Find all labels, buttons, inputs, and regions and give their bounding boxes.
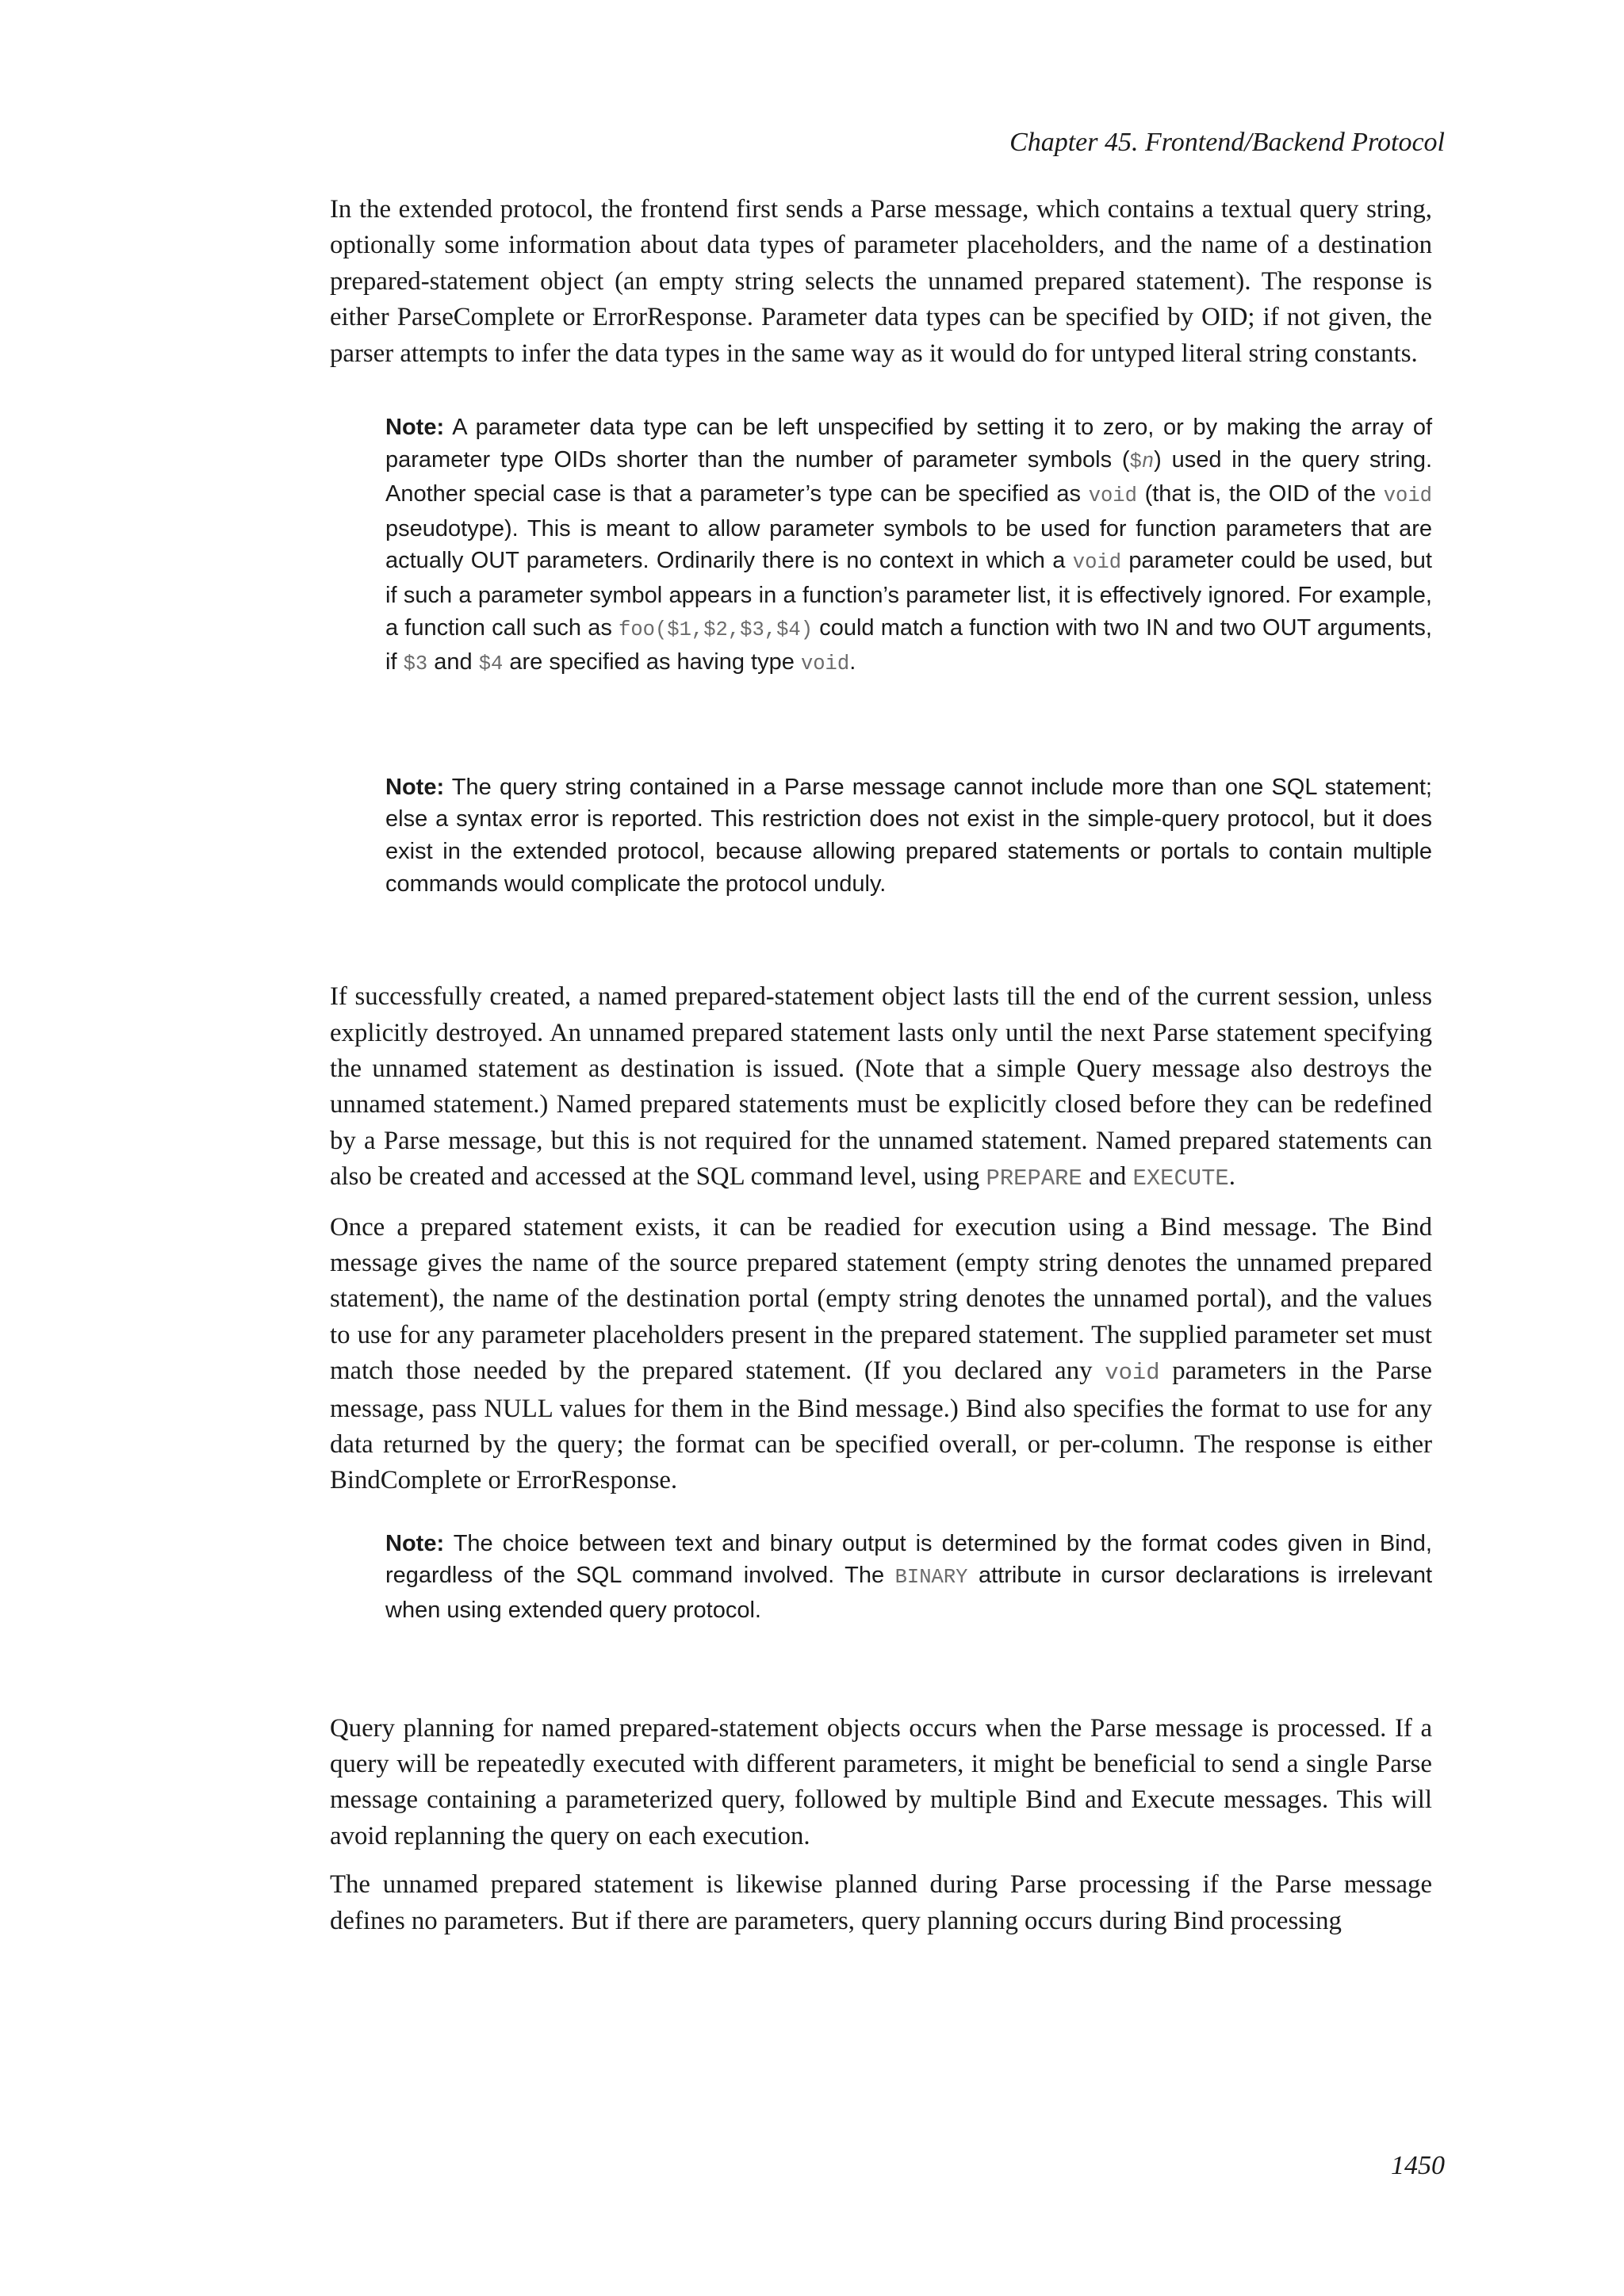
note-label: Note: [385,415,445,441]
note-text: . [849,649,856,675]
inline-code [1130,450,1155,473]
inline-code: foo($1,$2,$3,$4) [619,618,814,641]
inline-code-text: $ [1129,450,1142,473]
note-text: A parameter data type can be left unspecified by setting it to zero, or by making the array of parameter type OIDs shorter than the number of parameter symbols ( [385,415,1432,473]
note-text: and [427,649,479,675]
paragraph-bind-message [330,1210,1432,1499]
inline-code: void [1072,551,1122,575]
page-body [330,192,1432,1952]
inline-code: PREPARE [986,1165,1082,1192]
note-parameter-types [385,411,1432,681]
paragraph-text: and [1082,1162,1133,1192]
note-text: are specified as having type [503,649,801,675]
paragraph-text: If successfully created, a named prepared-statement object lasts till the end of the current session, unless explicitly destroyed. An unnamed prepared statement lasts only until the next Parse statement specifying the unnamed statement as destination is issued. (Note that a simple Query message also destroys the unnamed statement.) Named prepared statements must be explicitly closed before they can be redefined by a Parse message, but this is not required for the unnamed statement. Named prepared statements can also be created and accessed at the SQL command level, using [330,982,1432,1192]
note-text: (that is, the OID of the [1136,481,1384,507]
paragraph-text: parameters in the Parse message, pass NULL values for them in the Bind message.) Bind also specifies the format to use for any data returned by the query; the format can be specified overall, or per-column. The response is either BindComplete or ErrorResponse. [330,1357,1432,1495]
page-number: 1450 [1391,2151,1445,2180]
note-text: pseudotype). This is meant to allow parameter symbols to be used for function parameters that are actually OUT parameters. Ordinarily there is no context in which a [385,515,1432,574]
inline-code: $3 [403,652,428,676]
inline-code: $4 [478,652,504,676]
paragraph-text: . [1228,1162,1235,1192]
running-header: Chapter 45. Frontend/Backend Protocol [1009,128,1445,157]
paragraph-query-planning: Query planning for named prepared-statement objects occurs when the Parse message is processed. If a query will be repeatedly executed with different parameters, it might be beneficial to send a single Parse message containing a parameterized query, followed by multiple Bind and Execute messages. This will avoid replanning the query on each execution. [330,1713,1432,1850]
note-label: Note: [385,774,445,800]
note-single-statement [385,771,1432,900]
inline-code: EXECUTE [1132,1165,1229,1192]
inline-code: void [1088,484,1137,508]
note-text: attribute in cursor declarations is irrelevant when using extended query protocol. [385,1563,1433,1624]
note-binary-output [385,1528,1432,1627]
inline-code: BINARY [894,1566,968,1590]
inline-code: void [1105,1360,1160,1387]
note-text: parameter could be used, but if such a parameter symbol appears in a function’s parameter list, it is effectively ignored. For example, a function call such as [385,548,1432,641]
paragraph-extended-protocol: In the extended protocol, the frontend first sends a Parse message, which contains a textual query string, optionally some information about data types of parameter placeholders, and the name of a destination prepared-statement object (an empty string selects the unnamed prepared statement). The response is either ParseComplete or ErrorResponse. Parameter data types can be specified by OID; if not given, the parser attempts to infer the data types in the same way as it would do for untyped literal string constants. [330,195,1432,368]
paragraph-text: Once a prepared statement exists, it can be readied for execution using a Bind message. The Bind message gives the name of the source prepared statement (empty string denotes the unnamed prepared statement), the name of the destination portal (empty string denotes the unnamed portal), and the values to use for any parameter placeholders present in the prepared statement. The supplied parameter set must match those needed by the prepared statement. (If you declared any [330,1212,1432,1386]
note-text: The choice between text and binary output is determined by the format codes given in Bind, regardless of the SQL command involved. The [385,1530,1432,1589]
note-text: could match a function with two IN and two OUT arguments, if [385,614,1432,675]
inline-code: void [1383,484,1432,508]
inline-code-variable: n [1141,450,1155,473]
note-text: ) used in the query string. Another special case is that a parameter’s type can be specified as [385,446,1433,507]
inline-code: void [800,652,850,676]
note-text: The query string contained in a Parse message cannot include more than one SQL statement; else a syntax error is reported. This restriction does not exist in the simple-query protocol, but it does exist in the extended protocol, because allowing prepared statements or portals to contain multiple commands would complicate the protocol unduly. [385,774,1432,897]
paragraph-unnamed-statement-planning: The unnamed prepared statement is likewise planned during Parse processing if the Parse message defines no parameters. But if there are parameters, query planning occurs during Bind processing [330,1870,1432,1935]
note-label: Note: [385,1530,445,1556]
paragraph-named-statement-lifetime [330,979,1432,1196]
